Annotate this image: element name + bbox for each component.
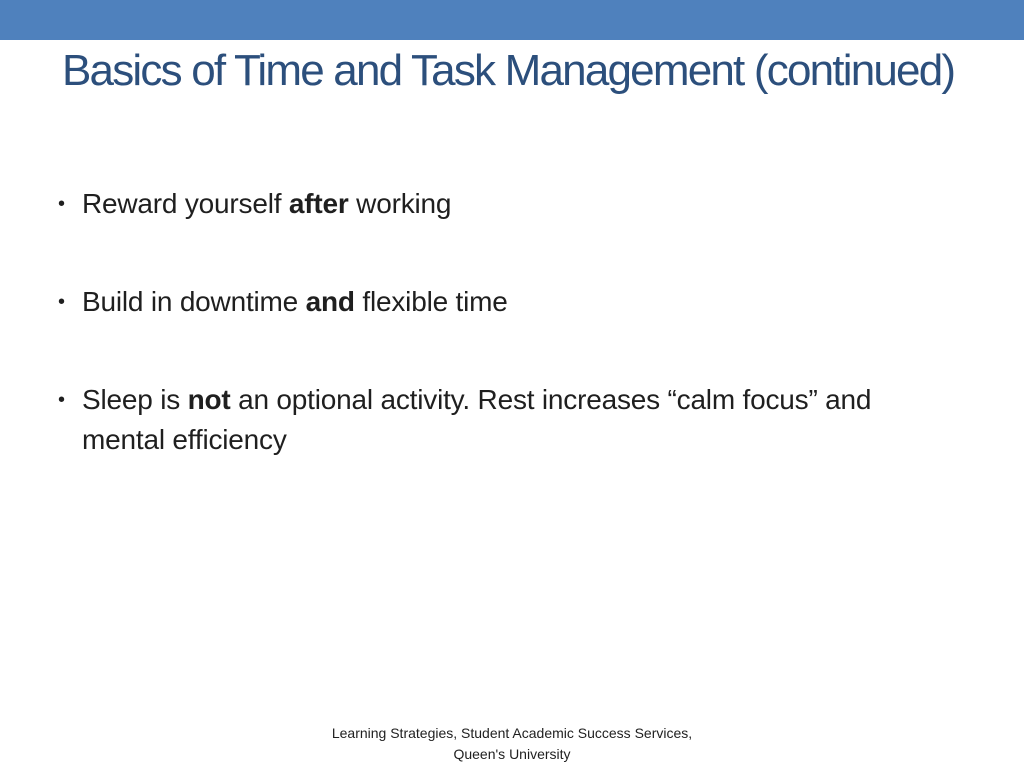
bullet-text-part: Sleep is xyxy=(82,384,188,415)
bullet-text-part: Reward yourself xyxy=(82,188,289,219)
bullet-point-icon: • xyxy=(58,389,65,411)
bullet-text-part: flexible time xyxy=(354,286,508,317)
slide-title: Basics of Time and Task Management (continued) xyxy=(62,46,955,95)
bullet-text-part: an optional activity. Rest increases “calm focus” and mental efficiency xyxy=(82,384,872,455)
bullet-item-sleep xyxy=(58,380,958,460)
header-bar xyxy=(0,0,1024,40)
footer-line-2: Queen's University xyxy=(453,746,571,762)
bullet-text-part: Build in downtime xyxy=(82,286,306,317)
bullet-text xyxy=(82,380,932,460)
bullet-list xyxy=(58,184,958,460)
bullet-item-downtime xyxy=(58,282,958,322)
bullet-item-reward xyxy=(58,184,958,224)
slide-footer xyxy=(262,723,762,765)
bullet-point-icon: • xyxy=(58,193,65,215)
bullet-emphasis: after xyxy=(288,188,349,219)
bullet-text xyxy=(82,282,932,322)
bullet-emphasis: not xyxy=(187,384,231,415)
bullet-point-icon: • xyxy=(58,291,65,313)
bullet-emphasis: and xyxy=(305,286,355,317)
footer-line-1: Learning Strategies, Student Academic Success Services, xyxy=(331,725,693,741)
bullet-text xyxy=(82,184,932,224)
bullet-text-part: working xyxy=(348,188,452,219)
